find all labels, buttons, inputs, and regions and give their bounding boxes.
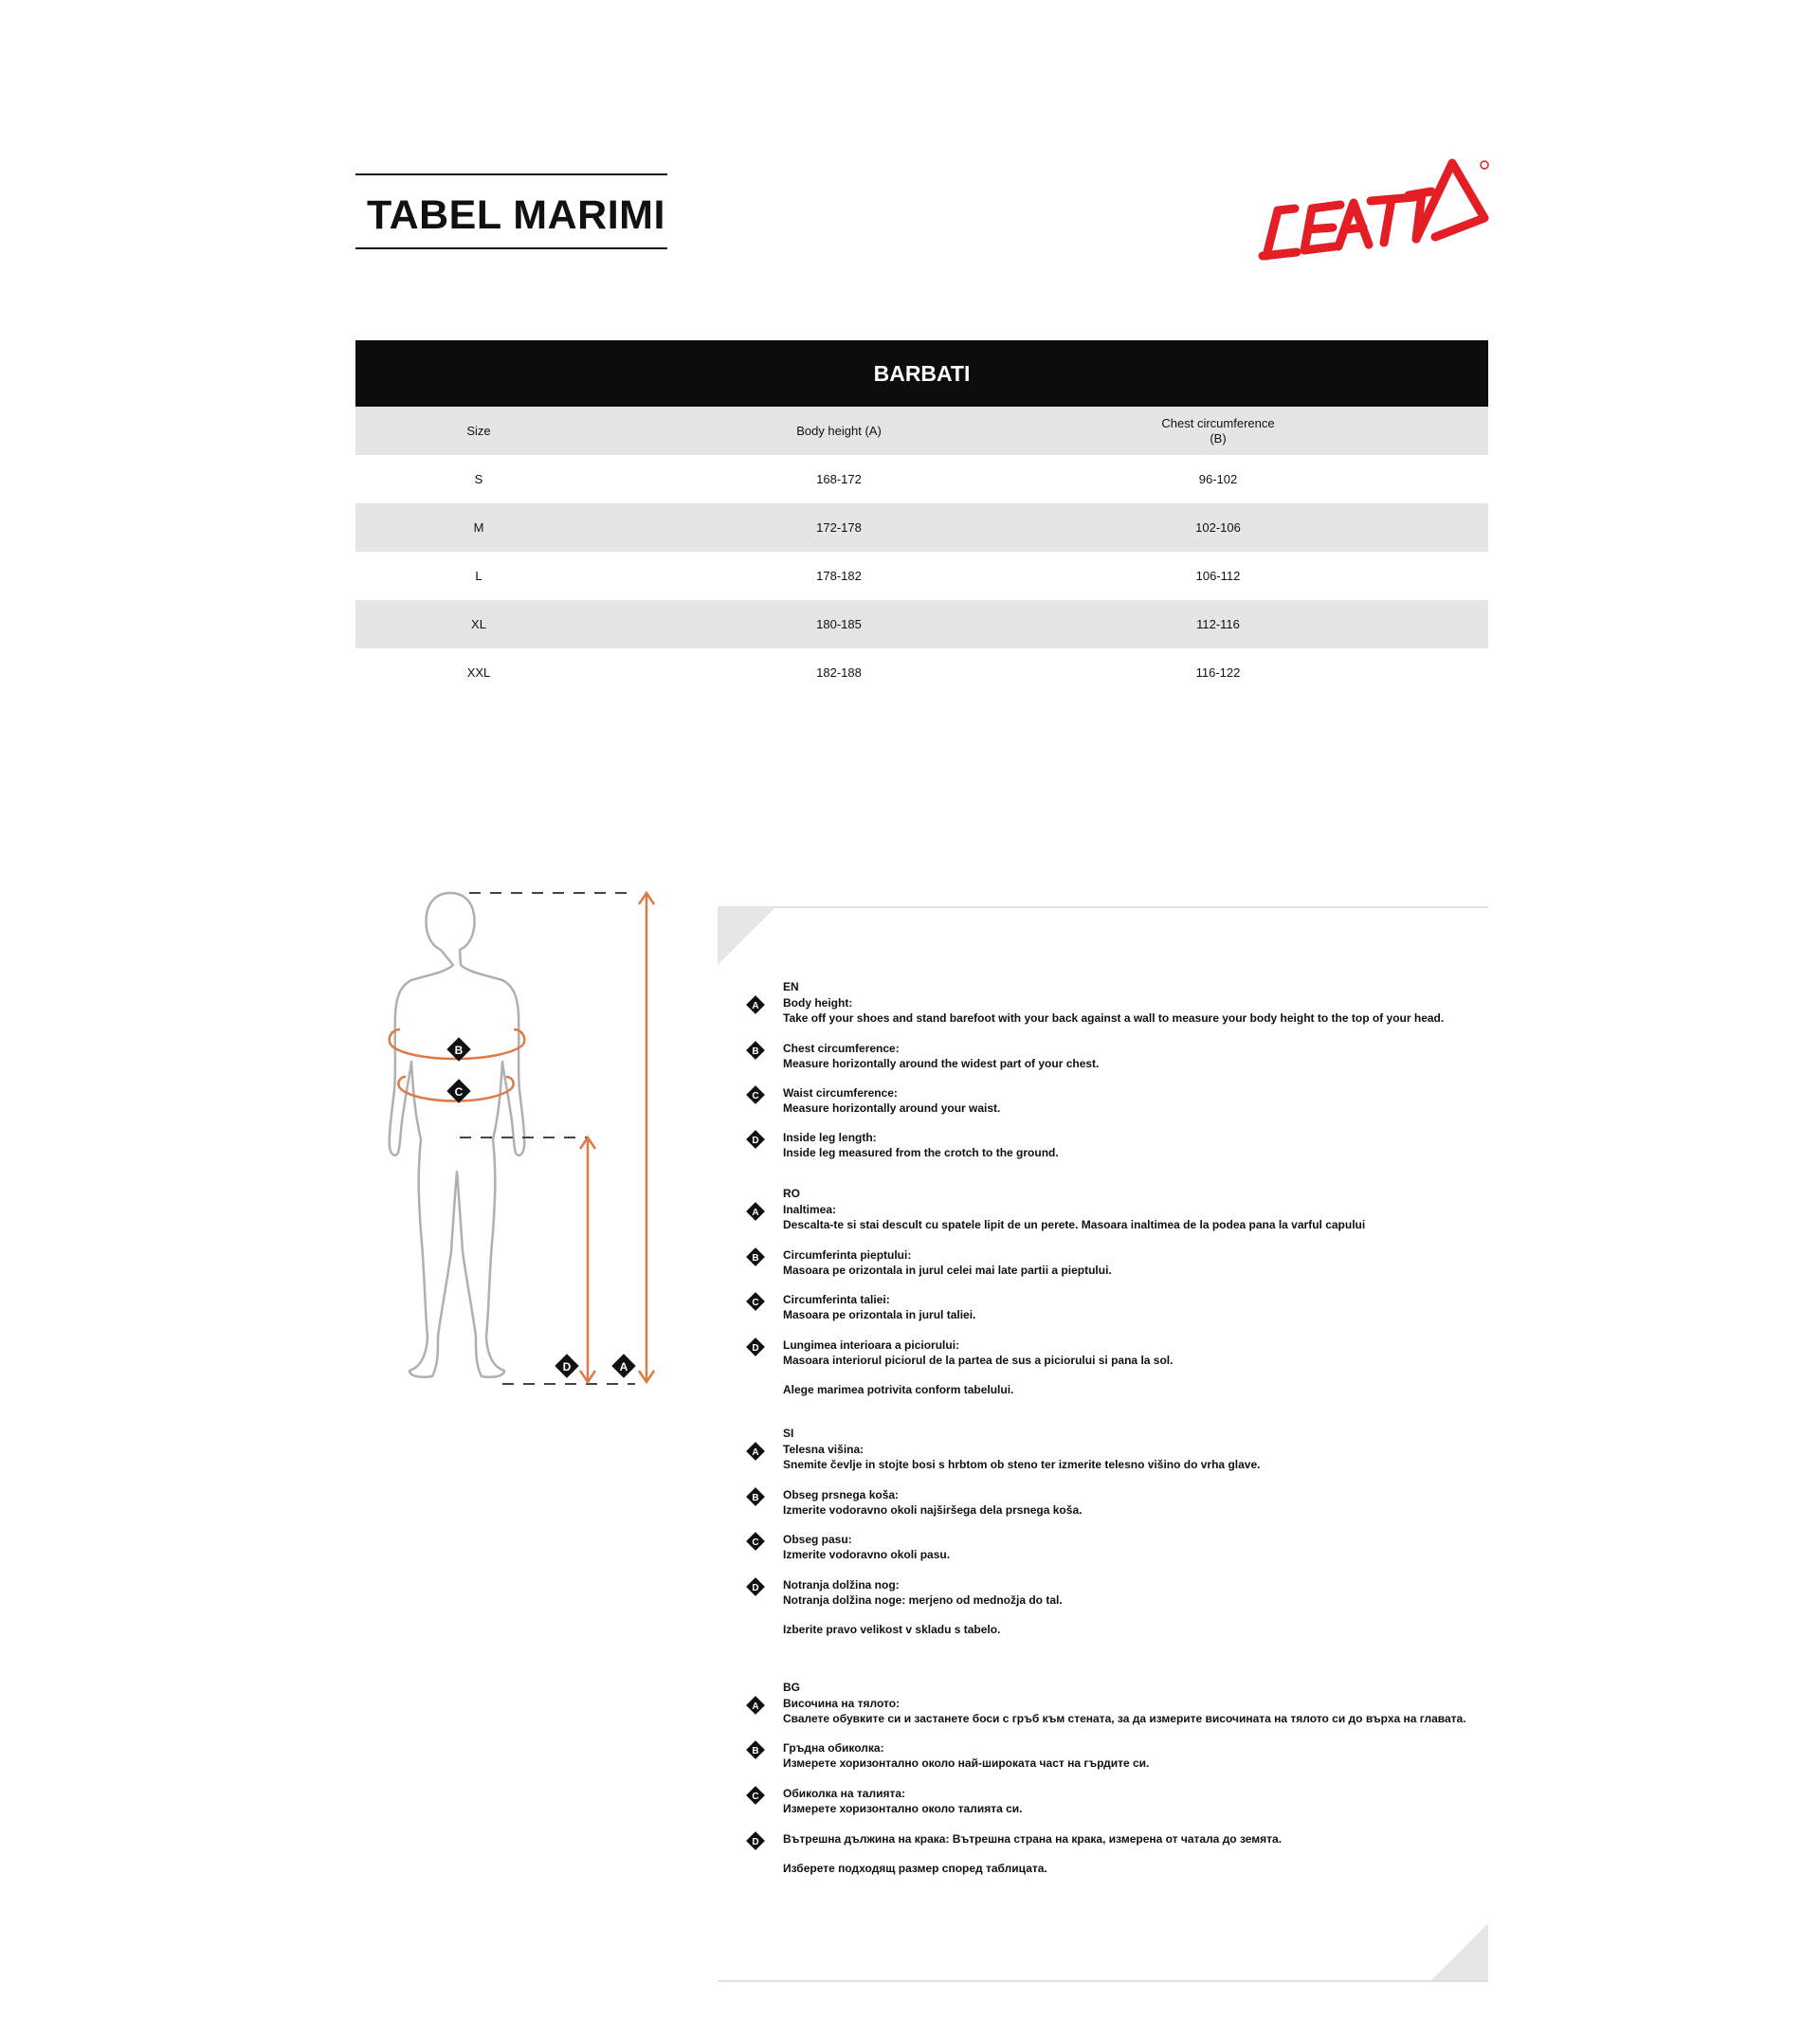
marker-a [611,1354,635,1377]
item-text: Measure horizontally around your waist. [783,1101,1001,1115]
section-lang-ro: RO [783,1187,800,1200]
svg-text:A: A [752,1447,759,1458]
col-header-body-height: Body height (A) [796,423,882,438]
marker-b-icon [746,1041,765,1060]
page-title: TABEL MARIMI [367,192,665,238]
item-text: Masoara pe orizontala in jurul taliei. [783,1308,976,1321]
marker-b-icon [746,1487,765,1506]
table-header-row [355,407,1488,455]
marker-c-icon [746,1085,765,1104]
marker-a-icon [746,1442,765,1461]
body-silhouette [390,893,524,1377]
item-text: Izmerite vodoravno okoli pasu. [783,1548,951,1561]
cell-size: XXL [466,664,491,680]
svg-text:A: A [752,1208,759,1218]
svg-text:A: A [752,1701,759,1712]
svg-text:D: D [752,1837,759,1847]
cell-body-height: 168-172 [816,471,862,486]
item-title: Obseg pasu: [783,1533,852,1546]
svg-text:D: D [752,1136,759,1146]
item-title: Circumferinta taliei: [783,1293,890,1306]
cell-body-height: 180-185 [816,616,862,631]
table-row [355,600,1488,648]
table-row [355,455,1488,503]
item-text: Masoara pe orizontala in jurul celei mai late partii a pieptului. [783,1264,1112,1277]
svg-text:A: A [752,1001,759,1011]
marker-b-icon [746,1740,765,1759]
section-note: Alege marimea potrivita conform tabelului. [783,1383,1014,1396]
cell-size: M [473,519,484,535]
cell-chest: 102-106 [1195,519,1241,535]
svg-text:C: C [752,1091,759,1101]
logo-label: LEATT [1249,152,1253,153]
size-table [355,340,1488,697]
section-lang-bg: BG [783,1681,800,1694]
marker-b-icon [746,1247,765,1266]
item-title: Вътрешна дължина на крака: Вътрешна страна на крака, измерена от чатала до земята. [783,1832,1283,1846]
cell-chest: 96-102 [1198,471,1238,486]
marker-d-icon [746,1831,765,1850]
item-title: Гръдна обиколка: [783,1741,884,1755]
cell-size: S [474,471,483,486]
panel-corner-top-left [718,906,776,965]
cell-size: XL [471,616,486,631]
panel-top-rule [718,906,1488,908]
col-header-chest: Chest circumference (B) [1161,415,1275,446]
col-header-size: Size [466,423,491,438]
panel-bottom-rule [718,1980,1488,1982]
svg-text:D: D [562,1360,572,1374]
panel-corner-bottom-right [1429,1923,1488,1982]
section-note: Izberite pravo velikost v skladu s tabelo. [783,1623,1001,1636]
cell-body-height: 182-188 [816,664,862,680]
item-text: Take off your shoes and stand barefoot with your back against a wall to measure your body height to the top of your head. [783,1011,1445,1025]
cell-body-height: 172-178 [816,519,862,535]
cell-chest: 116-122 [1195,664,1241,680]
item-title: Inaltimea: [783,1203,837,1216]
cell-body-height: 178-182 [816,568,862,583]
svg-text:C: C [752,1792,759,1802]
body-measurement-figure [351,891,664,1403]
marker-c-icon [746,1786,765,1805]
item-text: Izmerite vodoravno okoli najširšega dela prsnega koša. [783,1503,1083,1517]
svg-text:C: C [752,1538,759,1548]
marker-d-icon [746,1337,765,1356]
cell-size: L [475,568,482,583]
section-lang-en: EN [783,980,799,993]
svg-text:C: C [454,1085,464,1099]
marker-d-icon [746,1130,765,1149]
marker-d-icon [746,1577,765,1596]
item-text: Notranja dolžina noge: merjeno od mednožja do tal. [783,1593,1063,1607]
item-title: Telesna višina: [783,1443,864,1456]
item-title: Обиколка на талията: [783,1787,905,1800]
svg-text:B: B [752,1746,759,1756]
marker-a-icon [746,1696,765,1715]
instructions-panel [718,906,1488,1982]
item-title: Chest circumference: [783,1042,900,1055]
item-text: Snemite čevlje in stojte bosi s hrbtom ob steno ter izmerite telesno višino do vrha glave. [783,1458,1261,1471]
svg-text:D: D [752,1583,759,1593]
svg-text:D: D [752,1343,759,1354]
item-title: Body height: [783,996,853,1010]
section-note: Изберете подходящ размер според таблицата. [783,1862,1047,1875]
svg-text:B: B [752,1493,759,1503]
item-text: Свалете обувките си и застанете боси с гръб към стената, за да измерите височината на тялото си до върха на главата. [783,1712,1466,1725]
item-title: Circumferinta pieptului: [783,1248,912,1262]
table-row [355,648,1488,697]
marker-c-icon [746,1292,765,1311]
svg-text:B: B [752,1253,759,1264]
cell-chest: 106-112 [1195,568,1241,583]
table-row [355,552,1488,600]
table-heading: BARBATI [355,340,1488,407]
marker-d [555,1354,578,1377]
item-title: Obseg prsnega koša: [783,1488,900,1501]
svg-text:B: B [454,1044,464,1057]
marker-a-icon [746,1202,765,1221]
item-text: Descalta-te si stai descult cu spatele lipit de un perete. Masoara inaltimea de la podea pana la varful capului [783,1218,1366,1231]
marker-a-icon [746,995,765,1014]
item-title: Lungimea interioara a piciorului: [783,1338,960,1352]
item-title: Inside leg length: [783,1131,877,1144]
marker-c-icon [746,1532,765,1551]
page-title-box [355,173,667,249]
item-text: Inside leg measured from the crotch to the ground. [783,1146,1059,1159]
table-row [355,503,1488,552]
item-text: Измерете хоризонтално около талията си. [783,1802,1023,1815]
cell-chest: 112-116 [1196,616,1240,631]
item-text: Измерете хоризонтално около най-широката част на гърдите си. [783,1756,1150,1770]
item-text: Measure horizontally around the widest part of your chest. [783,1057,1100,1070]
leatt-logo [1249,152,1492,265]
svg-text:B: B [752,1046,759,1057]
item-title: Notranja dolžina nog: [783,1578,900,1592]
item-title: Височина на тялото: [783,1697,901,1710]
item-text: Masoara interiorul piciorul de la partea de sus a piciorului si pana la sol. [783,1354,1174,1367]
item-title: Waist circumference: [783,1086,898,1100]
svg-text:A: A [619,1360,628,1374]
svg-text:C: C [752,1298,759,1308]
section-lang-si: SI [783,1427,794,1440]
